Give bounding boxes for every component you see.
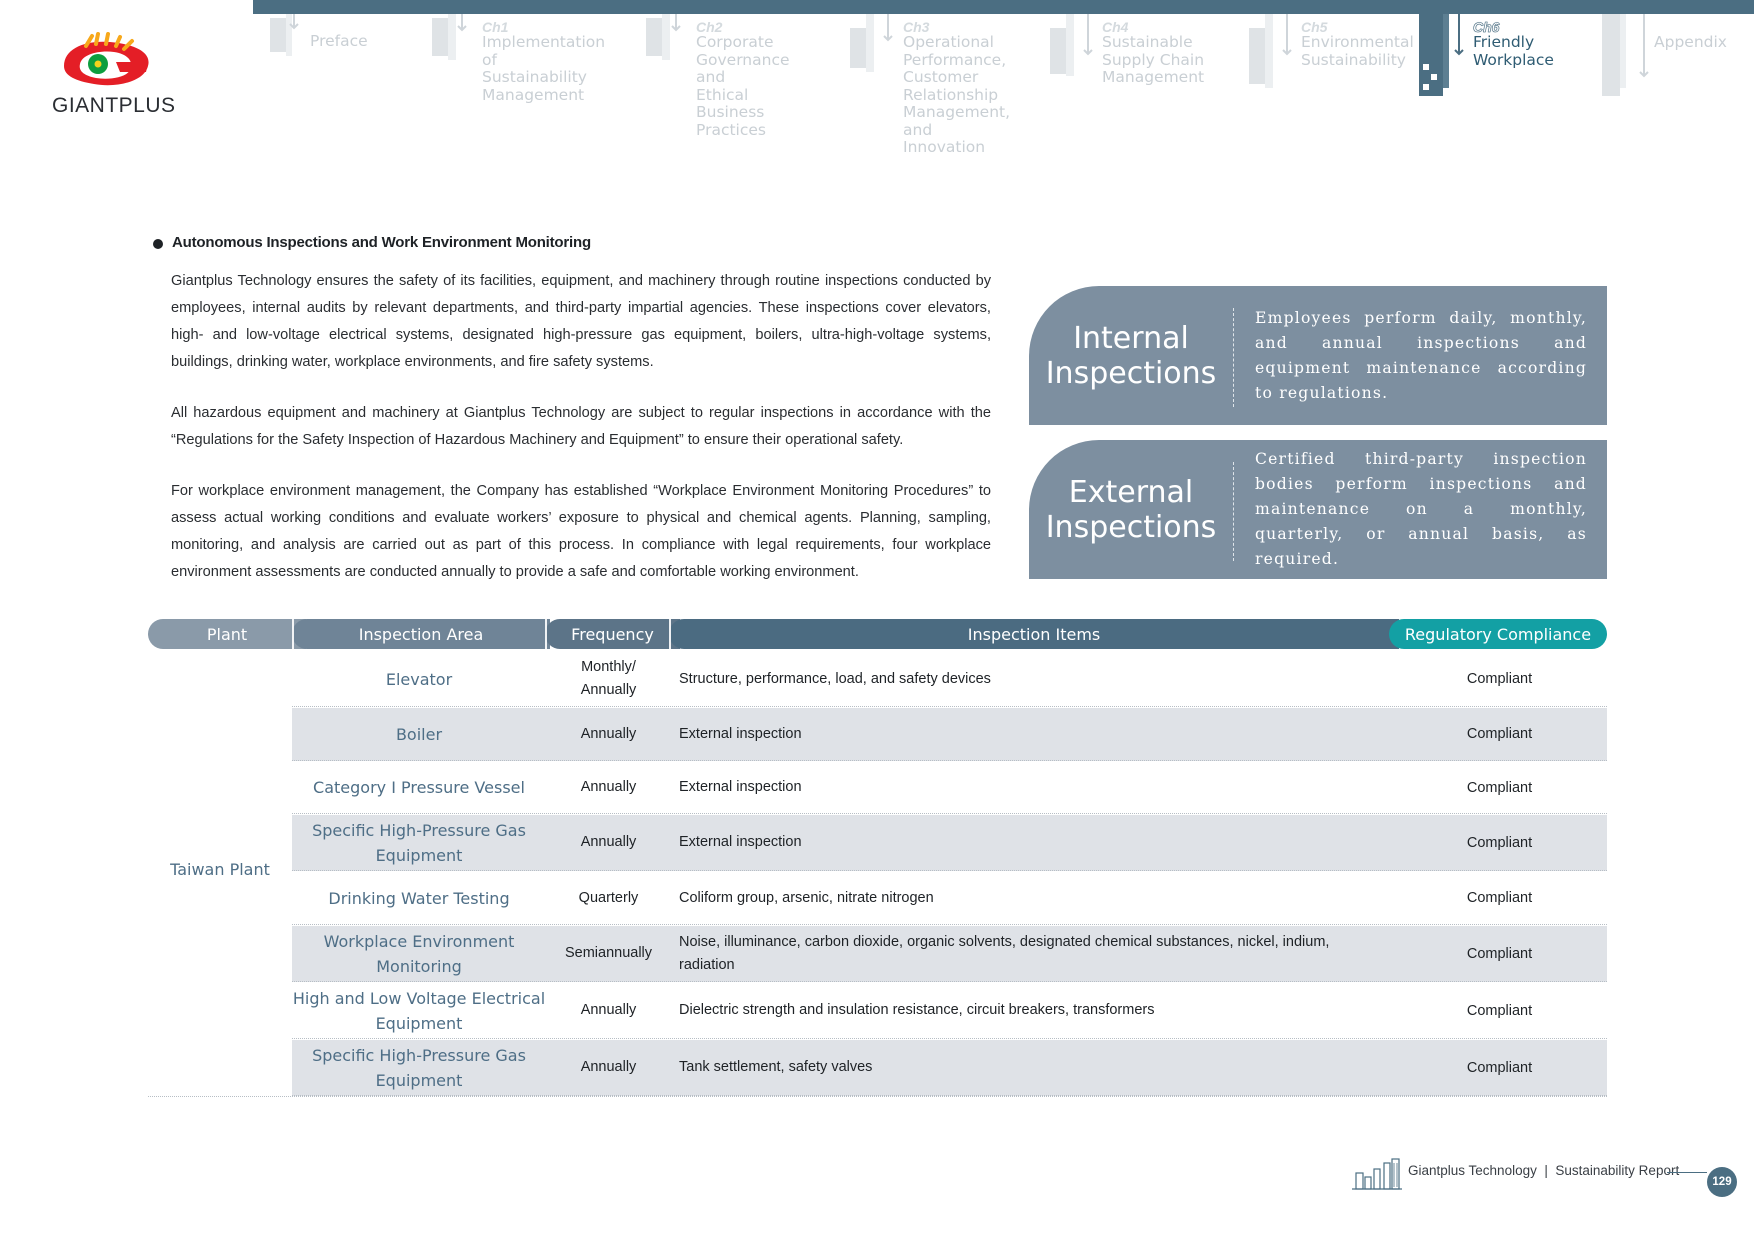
header-separator xyxy=(545,619,547,649)
card-text: Certified third-party inspection bodies perform inspections and maintenance on a monthly, quarterly, or annual basis, as required. xyxy=(1255,450,1587,568)
nav-label: Appendix xyxy=(1654,33,1727,51)
paragraph-2: All hazardous equipment and machinery at Giantplus Technology are subject to regular inspections in accordance with the “Regulations for the Safety Inspection of Hazardous Machinery and Equipment” to ensure their operational safety. xyxy=(171,405,991,448)
frequency-cell: Annually xyxy=(580,725,637,742)
plant-cell: Taiwan Plant xyxy=(170,860,270,879)
items-cell: Noise, illuminance, carbon dioxide, organic solvents, designated chemical substances, nickel, indium, radiation xyxy=(679,933,1330,973)
building-icon xyxy=(644,14,704,74)
compliance-cell: Compliant xyxy=(1466,945,1533,962)
area-cell: Category I Pressure Vessel xyxy=(313,778,525,797)
building-icon xyxy=(430,14,490,74)
nav-label: Implementation of Sustainability Management xyxy=(482,33,606,104)
header-separator xyxy=(669,619,671,649)
items-cell: External inspection xyxy=(679,779,802,795)
area-cell: Specific High-Pressure Gas Equipment xyxy=(312,1045,526,1090)
compliance-cell: Compliant xyxy=(1466,1002,1533,1019)
frequency-cell: Annually xyxy=(580,834,637,850)
header-separator xyxy=(292,619,294,649)
building-icon xyxy=(848,14,908,84)
card-text: Employees perform daily, monthly, and annual inspections and equipment maintenance according to regulations. xyxy=(1255,308,1587,402)
frequency-cell: Annually xyxy=(580,1002,637,1018)
table-row xyxy=(292,983,1607,1039)
compliance-cell: Compliant xyxy=(1466,890,1533,906)
items-cell: External inspection xyxy=(679,834,802,850)
table-row xyxy=(292,652,1607,707)
header-plant: Plant xyxy=(148,619,306,649)
building-icon xyxy=(1247,14,1307,94)
footer xyxy=(1350,1157,1740,1187)
header-regulatory-compliance: Regulatory Compliance xyxy=(1389,619,1607,649)
frequency-cell: Quarterly xyxy=(578,889,639,906)
area-cell: Drinking Water Testing xyxy=(328,888,510,908)
footer-text xyxy=(1408,1163,1679,1178)
nav-label: Preface xyxy=(310,32,368,50)
compliance-cell: Compliant xyxy=(1466,726,1533,742)
table-row xyxy=(292,762,1607,814)
bullet-icon xyxy=(153,239,163,249)
table-row xyxy=(292,708,1607,761)
area-cell: Elevator xyxy=(385,669,453,689)
card-title: Internal Inspections xyxy=(1045,320,1217,391)
table-row xyxy=(292,926,1607,982)
card-title: External Inspections xyxy=(1045,474,1217,545)
items-cell: Structure, performance, load, and safety devices xyxy=(679,670,991,687)
table-bottom-rule xyxy=(148,1096,1607,1097)
table-row xyxy=(292,815,1607,871)
building-icon xyxy=(1600,14,1660,104)
area-cell: Boiler xyxy=(395,724,443,744)
header-frequency: Frequency xyxy=(545,619,680,649)
card-divider xyxy=(1233,462,1234,561)
top-accent-bar xyxy=(253,0,1754,14)
area-cell: Specific High-Pressure Gas Equipment xyxy=(312,820,526,865)
nav-label: Operational Performance, Customer Relationship Management, and Innovation xyxy=(903,33,1011,156)
page-number: 129 xyxy=(1707,1167,1737,1197)
compliance-cell: Compliant xyxy=(1466,671,1533,687)
area-cell: Workplace Environment Monitoring xyxy=(323,931,515,976)
nav-label: Sustainable Supply Chain Management xyxy=(1102,33,1205,86)
table-row xyxy=(292,1040,1607,1096)
logo-wordmark: GIANTPLUS xyxy=(52,94,176,117)
paragraph-1: Giantplus Technology ensures the safety of its facilities, equipment, and machinery through routine inspections conducted by employees, internal audits by relevant departments, and third-party impartial agencies. These inspections cover elevators, high- and low-voltage electrical systems, designated high-pressure gas equipment, boilers, ultra-high-voltage systems, buildings, drinking water, workplace environments, and fire safety systems. xyxy=(171,273,991,370)
card-divider xyxy=(1233,308,1234,407)
building-icon xyxy=(1419,14,1479,104)
frequency-cell: Semiannually xyxy=(564,945,653,961)
external-inspections-card xyxy=(1029,440,1607,579)
nav-label: Friendly Workplace xyxy=(1473,33,1554,69)
footer-company: Giantplus Technology xyxy=(1408,1163,1537,1178)
compliance-cell: Compliant xyxy=(1466,779,1533,796)
compliance-cell: Compliant xyxy=(1466,834,1533,851)
city-skyline-icon xyxy=(1350,1157,1404,1191)
nav-label: Corporate Governance and Ethical Business Practices xyxy=(696,33,790,139)
footer-report: Sustainability Report xyxy=(1555,1163,1680,1178)
frequency-cell: Annually xyxy=(580,1059,637,1075)
header-inspection-items: Inspection Items xyxy=(669,619,1399,649)
items-cell: Tank settlement, safety valves xyxy=(679,1059,873,1075)
items-cell: External inspection xyxy=(679,725,802,742)
frequency-cell: Monthly/ Annually xyxy=(580,659,637,698)
area-cell: High and Low Voltage Electrical Equipment xyxy=(292,988,546,1033)
section-title: Autonomous Inspections and Work Environment Monitoring xyxy=(172,234,591,251)
paragraph-3: For workplace environment management, the Company has established “Workplace Environment Monitoring Procedures” to assess actual working conditions and evaluate workers’ exposure to physical and chemical agents. Planning, sampling, monitoring, and analysis are carried out as part of this process. In compliance with legal requirements, four workplace environment assessments are conducted annually to provide a safe and comfortable working environment. xyxy=(171,483,991,580)
logo-mark-icon xyxy=(56,32,156,92)
building-icon xyxy=(1048,14,1108,84)
items-cell: Dielectric strength and insulation resistance, circuit breakers, transformers xyxy=(679,1002,1155,1018)
items-cell: Coliform group, arsenic, nitrate nitrogen xyxy=(679,889,934,906)
compliance-cell: Compliant xyxy=(1466,1059,1533,1076)
frequency-cell: Annually xyxy=(580,779,637,795)
internal-inspections-card xyxy=(1029,286,1607,425)
giantplus-logo[interactable] xyxy=(52,32,176,120)
header-inspection-area: Inspection Area xyxy=(292,619,550,649)
table-row xyxy=(292,872,1607,925)
footer-rule xyxy=(1667,1172,1707,1173)
footer-divider: | xyxy=(1544,1163,1548,1178)
nav-label: Environmental Sustainability xyxy=(1301,33,1414,69)
